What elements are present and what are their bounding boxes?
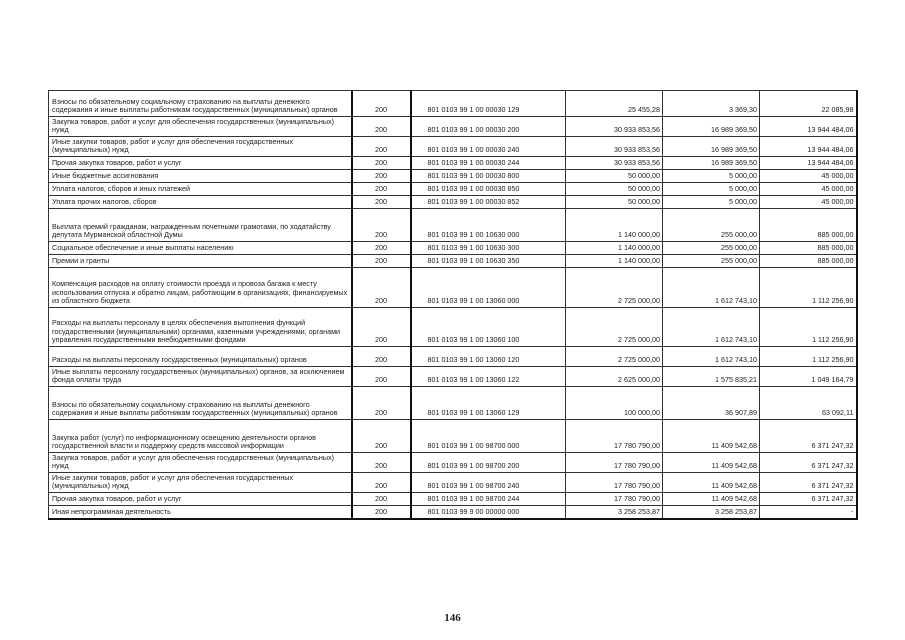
row-unexecuted-amount-cell: 45 000,00	[760, 196, 857, 209]
row-classification-code-cell: 801 0103 99 1 00 98700 000	[411, 420, 566, 453]
row-code-cell: 200	[352, 387, 411, 420]
row-approved-amount-cell: 17 780 790,00	[566, 420, 663, 453]
row-classification-code-cell: 801 0103 99 1 00 00030 244	[411, 157, 566, 170]
row-approved-amount-cell: 2 725 000,00	[566, 268, 663, 308]
row-unexecuted-amount-cell: 885 000,00	[760, 242, 857, 255]
row-executed-amount-cell: 1 612 743,10	[663, 268, 760, 308]
row-classification-code-cell: 801 0103 99 1 00 00030 800	[411, 170, 566, 183]
row-name-cell: Иные выплаты персоналу государственных (муниципальных) органов, за исключением фонда оплаты труда	[49, 367, 352, 387]
row-classification-code-cell: 801 0103 99 1 00 00030 240	[411, 137, 566, 157]
row-classification-code-cell: 801 0103 99 1 00 13060 000	[411, 268, 566, 308]
row-executed-amount-cell: 11 409 542,68	[663, 453, 760, 473]
table-row	[49, 308, 857, 347]
row-unexecuted-amount-cell: 6 371 247,32	[760, 420, 857, 453]
row-approved-amount-cell: 17 780 790,00	[566, 493, 663, 506]
row-executed-amount-cell: 3 258 253,87	[663, 506, 760, 519]
row-approved-amount-cell: 100 000,00	[566, 387, 663, 420]
table-body	[49, 91, 857, 519]
table-row	[49, 268, 857, 308]
table-row	[49, 209, 857, 242]
row-name-cell: Закупка товаров, работ и услуг для обеспечения государственных (муниципальных) нужд	[49, 453, 352, 473]
row-unexecuted-amount-cell: 6 371 247,32	[760, 453, 857, 473]
row-unexecuted-amount-cell: 1 112 256,90	[760, 347, 857, 367]
row-name-cell: Иные закупки товаров, работ и услуг для обеспечения государственных (муниципальных) нужд	[49, 137, 352, 157]
row-unexecuted-amount-cell: 6 371 247,32	[760, 493, 857, 506]
row-code-cell: 200	[352, 170, 411, 183]
row-code-cell: 200	[352, 183, 411, 196]
row-approved-amount-cell: 2 725 000,00	[566, 308, 663, 347]
row-executed-amount-cell: 5 000,00	[663, 196, 760, 209]
row-approved-amount-cell: 1 140 000,00	[566, 255, 663, 268]
table-row	[49, 453, 857, 473]
page-number: 146	[444, 612, 461, 624]
row-code-cell: 200	[352, 91, 411, 117]
table-row	[49, 506, 857, 519]
row-unexecuted-amount-cell: 22 085,98	[760, 91, 857, 117]
row-approved-amount-cell: 30 933 853,56	[566, 137, 663, 157]
row-classification-code-cell: 801 0103 99 1 00 98700 240	[411, 473, 566, 493]
table-row	[49, 183, 857, 196]
table-row	[49, 420, 857, 453]
row-approved-amount-cell: 50 000,00	[566, 196, 663, 209]
row-executed-amount-cell: 1 612 743,10	[663, 308, 760, 347]
row-executed-amount-cell: 5 000,00	[663, 170, 760, 183]
row-code-cell: 200	[352, 506, 411, 519]
row-classification-code-cell: 801 0103 99 1 00 13060 129	[411, 387, 566, 420]
row-approved-amount-cell: 1 140 000,00	[566, 209, 663, 242]
row-approved-amount-cell: 17 780 790,00	[566, 473, 663, 493]
row-approved-amount-cell: 1 140 000,00	[566, 242, 663, 255]
row-code-cell: 200	[352, 308, 411, 347]
row-executed-amount-cell: 3 369,30	[663, 91, 760, 117]
table-row	[49, 137, 857, 157]
row-code-cell: 200	[352, 196, 411, 209]
row-approved-amount-cell: 2 625 000,00	[566, 367, 663, 387]
row-unexecuted-amount-cell: -	[760, 506, 857, 519]
row-unexecuted-amount-cell: 45 000,00	[760, 183, 857, 196]
row-unexecuted-amount-cell: 1 112 256,90	[760, 268, 857, 308]
row-code-cell: 200	[352, 137, 411, 157]
row-code-cell: 200	[352, 242, 411, 255]
row-executed-amount-cell: 255 000,00	[663, 255, 760, 268]
row-name-cell: Расходы на выплаты персоналу в целях обеспечения выполнения функций государственными (муниципальными) органами, казенными учреждениями, органами управления государственными внебюджетными фондами	[49, 308, 352, 347]
row-classification-code-cell: 801 0103 99 1 00 98700 244	[411, 493, 566, 506]
table-row	[49, 347, 857, 367]
row-classification-code-cell: 801 0103 99 1 00 13060 122	[411, 367, 566, 387]
table-row	[49, 196, 857, 209]
row-name-cell: Иные бюджетные ассигнования	[49, 170, 352, 183]
row-executed-amount-cell: 1 612 743,10	[663, 347, 760, 367]
row-classification-code-cell: 801 0103 99 1 00 10630 300	[411, 242, 566, 255]
table-row	[49, 170, 857, 183]
row-executed-amount-cell: 16 989 369,50	[663, 137, 760, 157]
table-row	[49, 157, 857, 170]
row-name-cell: Взносы по обязательному социальному страхованию на выплаты денежного содержания и иные выплаты работникам государственных (муниципальных) органов	[49, 387, 352, 420]
row-code-cell: 200	[352, 209, 411, 242]
row-code-cell: 200	[352, 367, 411, 387]
row-unexecuted-amount-cell: 13 944 484,06	[760, 117, 857, 137]
row-executed-amount-cell: 5 000,00	[663, 183, 760, 196]
row-unexecuted-amount-cell: 1 049 164,79	[760, 367, 857, 387]
row-name-cell: Взносы по обязательному социальному страхованию на выплаты денежного содержания и иные выплаты работникам государственных (муниципальных) органов	[49, 91, 352, 117]
budget-execution-table	[48, 90, 858, 520]
table-row	[49, 367, 857, 387]
row-executed-amount-cell: 11 409 542,68	[663, 493, 760, 506]
row-executed-amount-cell: 255 000,00	[663, 242, 760, 255]
row-unexecuted-amount-cell: 885 000,00	[760, 209, 857, 242]
row-name-cell: Уплата налогов, сборов и иных платежей	[49, 183, 352, 196]
row-approved-amount-cell: 17 780 790,00	[566, 453, 663, 473]
row-approved-amount-cell: 3 258 253,87	[566, 506, 663, 519]
table-row	[49, 473, 857, 493]
row-name-cell: Выплата премий гражданам, награжденным почетными грамотами, по ходатайству депутата Мурманской областной Думы	[49, 209, 352, 242]
table-row	[49, 255, 857, 268]
row-name-cell: Прочая закупка товаров, работ и услуг	[49, 157, 352, 170]
row-name-cell: Иная непрограммная деятельность	[49, 506, 352, 519]
row-name-cell: Иные закупки товаров, работ и услуг для обеспечения государственных (муниципальных) нужд	[49, 473, 352, 493]
row-code-cell: 200	[352, 493, 411, 506]
row-classification-code-cell: 801 0103 99 1 00 13060 100	[411, 308, 566, 347]
row-approved-amount-cell: 30 933 853,56	[566, 117, 663, 137]
row-classification-code-cell: 801 0103 99 1 00 10630 350	[411, 255, 566, 268]
row-unexecuted-amount-cell: 45 000,00	[760, 170, 857, 183]
row-code-cell: 200	[352, 255, 411, 268]
row-name-cell: Премии и гранты	[49, 255, 352, 268]
row-name-cell: Закупка работ (услуг) по информационному освещению деятельности органов государственной власти и поддержку средств массовой информации	[49, 420, 352, 453]
row-classification-code-cell: 801 0103 99 9 00 00000 000	[411, 506, 566, 519]
row-code-cell: 200	[352, 117, 411, 137]
row-executed-amount-cell: 255 000,00	[663, 209, 760, 242]
row-unexecuted-amount-cell: 6 371 247,32	[760, 473, 857, 493]
row-name-cell: Компенсация расходов на оплату стоимости проезда и провоза багажа к месту использования отпуска и обратно лицам, работающим в организациях, финансируемых из областного бюджета	[49, 268, 352, 308]
row-classification-code-cell: 801 0103 99 1 00 98700 200	[411, 453, 566, 473]
row-classification-code-cell: 801 0103 99 1 00 00030 852	[411, 196, 566, 209]
row-classification-code-cell: 801 0103 99 1 00 13060 120	[411, 347, 566, 367]
row-code-cell: 200	[352, 347, 411, 367]
row-approved-amount-cell: 50 000,00	[566, 183, 663, 196]
row-unexecuted-amount-cell: 1 112 256,90	[760, 308, 857, 347]
row-classification-code-cell: 801 0103 99 1 00 00030 200	[411, 117, 566, 137]
row-classification-code-cell: 801 0103 99 1 00 00030 129	[411, 91, 566, 117]
row-executed-amount-cell: 1 575 835,21	[663, 367, 760, 387]
row-name-cell: Прочая закупка товаров, работ и услуг	[49, 493, 352, 506]
row-code-cell: 200	[352, 157, 411, 170]
row-approved-amount-cell: 2 725 000,00	[566, 347, 663, 367]
row-executed-amount-cell: 11 409 542,68	[663, 473, 760, 493]
row-name-cell: Социальное обеспечение и иные выплаты населению	[49, 242, 352, 255]
row-approved-amount-cell: 30 933 853,56	[566, 157, 663, 170]
row-name-cell: Уплата прочих налогов, сборов	[49, 196, 352, 209]
table-row	[49, 493, 857, 506]
row-name-cell: Закупка товаров, работ и услуг для обеспечения государственных (муниципальных) нужд	[49, 117, 352, 137]
row-code-cell: 200	[352, 473, 411, 493]
row-code-cell: 200	[352, 420, 411, 453]
table-row	[49, 242, 857, 255]
table-row	[49, 387, 857, 420]
row-classification-code-cell: 801 0103 99 1 00 10630 000	[411, 209, 566, 242]
row-approved-amount-cell: 25 455,28	[566, 91, 663, 117]
row-unexecuted-amount-cell: 885 000,00	[760, 255, 857, 268]
row-unexecuted-amount-cell: 13 944 484,06	[760, 137, 857, 157]
table-row	[49, 117, 857, 137]
row-executed-amount-cell: 16 989 369,50	[663, 157, 760, 170]
row-code-cell: 200	[352, 268, 411, 308]
row-executed-amount-cell: 11 409 542,68	[663, 420, 760, 453]
table-row	[49, 91, 857, 117]
row-executed-amount-cell: 36 907,89	[663, 387, 760, 420]
row-unexecuted-amount-cell: 63 092,11	[760, 387, 857, 420]
row-name-cell: Расходы на выплаты персоналу государственных (муниципальных) органов	[49, 347, 352, 367]
row-code-cell: 200	[352, 453, 411, 473]
row-classification-code-cell: 801 0103 99 1 00 00030 850	[411, 183, 566, 196]
row-executed-amount-cell: 16 989 369,50	[663, 117, 760, 137]
row-unexecuted-amount-cell: 13 944 484,06	[760, 157, 857, 170]
row-approved-amount-cell: 50 000,00	[566, 170, 663, 183]
